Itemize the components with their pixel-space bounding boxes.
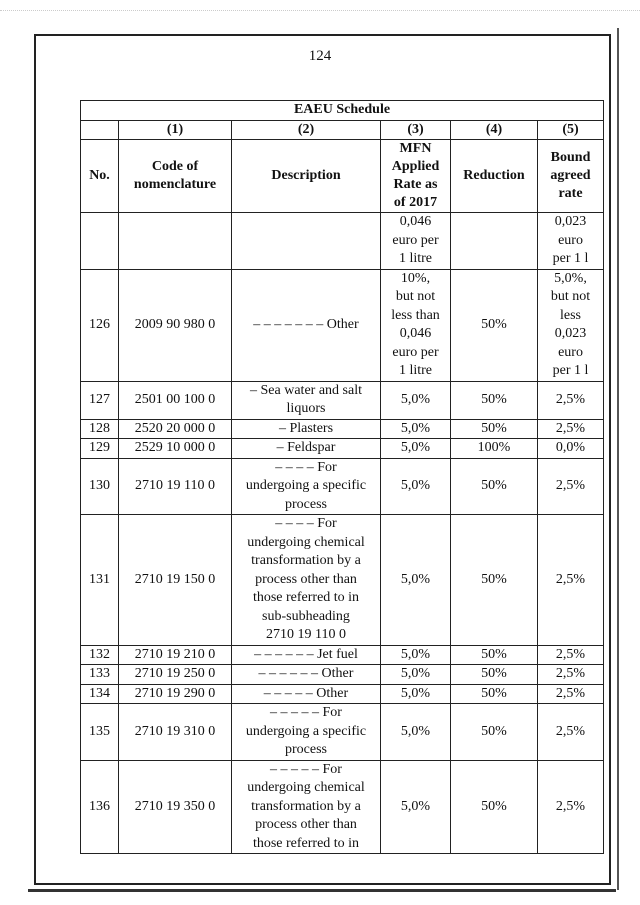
page-frame-right-edge xyxy=(617,28,619,890)
scan-edge xyxy=(0,0,640,11)
cell-bound-rate xyxy=(538,269,604,381)
cell-bound-rate xyxy=(538,515,604,646)
cell-line: but not xyxy=(550,289,591,304)
cell-line: euro xyxy=(558,344,583,360)
cell-line: undergoing a specific xyxy=(245,723,367,739)
cell-no: 132 xyxy=(81,645,119,665)
cell-line: those referred to in xyxy=(252,835,360,851)
cell-code: 2710 19 350 0 xyxy=(119,760,232,854)
cell-bound-rate xyxy=(538,419,604,439)
cell-no: 134 xyxy=(81,684,119,704)
cell-mfn-rate xyxy=(381,645,451,665)
cell-line: less than xyxy=(391,307,440,323)
cell-line: 2,5% xyxy=(555,420,586,436)
cell-bound-rate xyxy=(538,684,604,704)
cell-no xyxy=(81,213,119,270)
cell-bound-rate xyxy=(538,213,604,270)
cell-line: 5,0% xyxy=(400,666,431,681)
cell-mfn-rate xyxy=(381,458,451,515)
cell-code xyxy=(119,213,232,270)
cell-description xyxy=(232,665,381,685)
cell-line: transformation by a xyxy=(251,553,361,568)
cell-line: 5,0% xyxy=(400,798,431,814)
table-row xyxy=(81,665,604,685)
cell-line: euro per xyxy=(392,344,439,360)
column-number-row xyxy=(81,120,604,140)
cell-reduction: 50% xyxy=(451,381,538,419)
cell-no: 130 xyxy=(81,458,119,515)
cell-description xyxy=(232,704,381,761)
header-no: No. xyxy=(81,140,119,213)
cell-line: undergoing chemical xyxy=(247,534,365,550)
cell-line: 10%, xyxy=(400,270,431,286)
cell-reduction: 50% xyxy=(451,704,538,761)
cell-line: euro per xyxy=(392,232,439,248)
cell-reduction xyxy=(451,213,538,270)
table-title-row xyxy=(81,101,604,121)
header-code xyxy=(119,140,232,213)
cell-bound-rate xyxy=(538,381,604,419)
column-number: (3) xyxy=(381,120,451,140)
cell-no: 126 xyxy=(81,269,119,381)
header-mfn-line: Applied xyxy=(391,159,440,174)
cell-description xyxy=(232,213,381,270)
cell-bound-rate xyxy=(538,760,604,854)
cell-description xyxy=(232,458,381,515)
table-row xyxy=(81,269,604,381)
table-row xyxy=(81,684,604,704)
header-code-line: Code of xyxy=(151,159,199,174)
cell-reduction: 50% xyxy=(451,458,538,515)
header-bound-line: rate xyxy=(558,186,583,201)
cell-description xyxy=(232,515,381,646)
cell-no: 131 xyxy=(81,515,119,646)
cell-line: undergoing a specific xyxy=(245,478,367,493)
column-number: (2) xyxy=(232,120,381,140)
eaeu-schedule-table xyxy=(80,100,604,854)
cell-no: 135 xyxy=(81,704,119,761)
page-number: 124 xyxy=(308,48,332,64)
cell-line: less xyxy=(560,307,581,323)
cell-line: process xyxy=(285,496,327,512)
table-row xyxy=(81,439,604,459)
cell-no: 127 xyxy=(81,381,119,419)
table-row xyxy=(81,704,604,761)
header-row xyxy=(81,140,604,213)
cell-reduction: 50% xyxy=(451,515,538,646)
cell-mfn-rate xyxy=(381,269,451,381)
continuation-row xyxy=(81,213,604,270)
cell-mfn-rate xyxy=(381,760,451,854)
table-title: EAEU Schedule xyxy=(81,101,604,121)
header-bound-rate xyxy=(538,140,604,213)
cell-bound-rate xyxy=(538,439,604,459)
cell-mfn-rate xyxy=(381,704,451,761)
cell-code: 2009 90 980 0 xyxy=(119,269,232,381)
cell-mfn-rate xyxy=(381,419,451,439)
cell-line: – – – – – – Jet fuel xyxy=(254,646,358,662)
cell-line: – – – – – – Other xyxy=(258,666,354,681)
cell-bound-rate xyxy=(538,665,604,685)
cell-line: 2,5% xyxy=(555,478,586,493)
header-mfn-line: Rate as xyxy=(393,177,438,192)
cell-line: undergoing chemical xyxy=(247,780,365,795)
cell-description xyxy=(232,439,381,459)
cell-line: 0,0% xyxy=(555,440,586,455)
cell-reduction: 50% xyxy=(451,684,538,704)
header-bound-line: agreed xyxy=(550,168,591,183)
cell-line: 0,046 xyxy=(399,326,432,341)
table-row xyxy=(81,760,604,854)
cell-description xyxy=(232,419,381,439)
header-reduction: Reduction xyxy=(451,140,538,213)
cell-line: 0,046 xyxy=(399,214,432,229)
cell-line: 5,0% xyxy=(400,420,431,436)
cell-line: 5,0% xyxy=(400,685,431,701)
cell-mfn-rate xyxy=(381,515,451,646)
cell-code: 2710 19 150 0 xyxy=(119,515,232,646)
cell-line: 2,5% xyxy=(555,685,586,701)
cell-line: transformation by a xyxy=(251,798,361,814)
cell-description xyxy=(232,760,381,854)
cell-line: liquors xyxy=(286,401,326,416)
cell-line: 2,5% xyxy=(555,646,586,662)
cell-line: those referred to in xyxy=(252,590,360,605)
cell-line: – – – – – For xyxy=(270,705,342,720)
cell-bound-rate xyxy=(538,645,604,665)
cell-line: 5,0% xyxy=(400,478,431,493)
cell-reduction: 50% xyxy=(451,269,538,381)
cell-line: 0,023 xyxy=(554,326,587,341)
cell-line: – – – – – For xyxy=(270,761,342,777)
cell-line: 1 litre xyxy=(398,251,433,266)
cell-reduction: 50% xyxy=(451,665,538,685)
cell-line: – Sea water and salt xyxy=(250,382,362,398)
cell-line: 5,0% xyxy=(400,391,431,407)
cell-mfn-rate xyxy=(381,213,451,270)
table-row xyxy=(81,381,604,419)
cell-mfn-rate xyxy=(381,684,451,704)
cell-line: process other than xyxy=(255,817,357,832)
header-mfn-line: MFN xyxy=(399,141,432,156)
cell-line: 2,5% xyxy=(555,798,586,814)
cell-line: 5,0% xyxy=(400,571,431,587)
cell-line: – – – – For xyxy=(275,459,337,475)
cell-code: 2710 19 110 0 xyxy=(119,458,232,515)
cell-line: 2,5% xyxy=(555,666,586,681)
cell-line: but not xyxy=(395,289,436,304)
cell-mfn-rate xyxy=(381,665,451,685)
cell-reduction: 50% xyxy=(451,760,538,854)
column-number: (1) xyxy=(119,120,232,140)
cell-reduction: 50% xyxy=(451,419,538,439)
header-mfn-line: of 2017 xyxy=(393,195,438,210)
cell-line: – Feldspar xyxy=(276,440,336,455)
cell-bound-rate xyxy=(538,704,604,761)
cell-line: process xyxy=(285,742,327,757)
cell-line: – – – – – Other xyxy=(263,685,349,701)
cell-line: 2710 19 110 0 xyxy=(266,627,346,642)
cell-bound-rate xyxy=(538,458,604,515)
column-number: (4) xyxy=(451,120,538,140)
cell-no: 133 xyxy=(81,665,119,685)
cell-line: 2,5% xyxy=(555,391,586,407)
cell-line: per 1 l xyxy=(552,251,589,266)
cell-line: process other than xyxy=(255,571,357,587)
cell-description xyxy=(232,684,381,704)
cell-line: 5,0%, xyxy=(554,270,587,286)
cell-code: 2710 19 310 0 xyxy=(119,704,232,761)
cell-no: 136 xyxy=(81,760,119,854)
cell-line: 5,0% xyxy=(400,646,431,662)
cell-line: per 1 l xyxy=(552,363,589,378)
cell-description xyxy=(232,269,381,381)
cell-code: 2710 19 250 0 xyxy=(119,665,232,685)
header-code-line: nomenclature xyxy=(133,177,217,192)
header-bound-line: Bound xyxy=(550,150,591,165)
cell-reduction: 100% xyxy=(451,439,538,459)
cell-no: 129 xyxy=(81,439,119,459)
cell-line: 5,0% xyxy=(400,440,431,455)
cell-reduction: 50% xyxy=(451,645,538,665)
cell-description xyxy=(232,645,381,665)
table-row xyxy=(81,419,604,439)
cell-code: 2529 10 000 0 xyxy=(119,439,232,459)
cell-code: 2520 20 000 0 xyxy=(119,419,232,439)
column-number-blank xyxy=(81,120,119,140)
cell-mfn-rate xyxy=(381,381,451,419)
table-row xyxy=(81,645,604,665)
cell-line: – Plasters xyxy=(278,420,334,436)
cell-line: – – – – For xyxy=(275,516,337,531)
table-row xyxy=(81,515,604,646)
cell-line: 1 litre xyxy=(398,363,433,378)
cell-line: 5,0% xyxy=(400,723,431,739)
cell-line: – – – – – – – Other xyxy=(253,316,359,332)
cell-no: 128 xyxy=(81,419,119,439)
header-mfn-rate xyxy=(381,140,451,213)
cell-line: 2,5% xyxy=(555,571,586,587)
cell-mfn-rate xyxy=(381,439,451,459)
column-number: (5) xyxy=(538,120,604,140)
page-frame-bottom-edge xyxy=(28,889,616,892)
table-row xyxy=(81,458,604,515)
cell-line: 0,023 xyxy=(554,214,587,229)
cell-line: 2,5% xyxy=(555,723,586,739)
header-description: Description xyxy=(232,140,381,213)
cell-code: 2710 19 290 0 xyxy=(119,684,232,704)
cell-line: sub-subheading xyxy=(262,608,350,624)
cell-code: 2501 00 100 0 xyxy=(119,381,232,419)
cell-code: 2710 19 210 0 xyxy=(119,645,232,665)
cell-description xyxy=(232,381,381,419)
cell-line: euro xyxy=(558,232,583,248)
